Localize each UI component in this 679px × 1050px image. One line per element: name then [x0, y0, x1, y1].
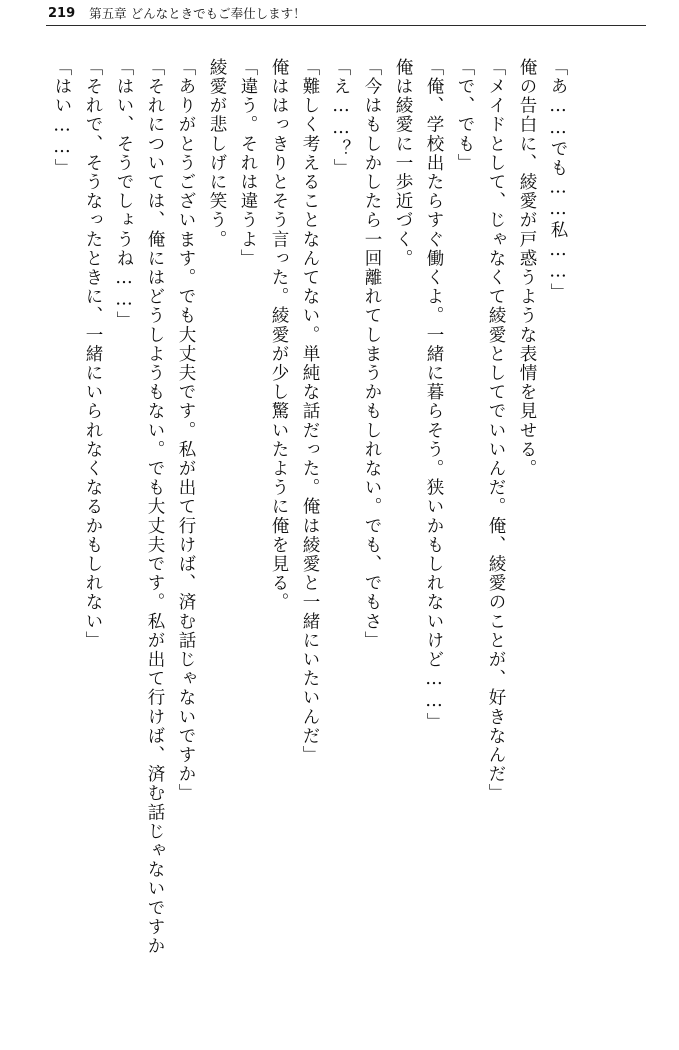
- running-header: [0, 0, 679, 26]
- text-column: 俺ははっきりとそう言った。綾愛が少し驚いたように俺を見る。: [269, 58, 289, 612]
- text-column: 「え……？」: [331, 58, 351, 178]
- text-column: 「はい、そうでしょうね……」: [114, 58, 134, 331]
- text-column: 「難しく考えることなんてない。単純な話だった。俺は綾愛と一緒にいたいんだ」: [300, 58, 320, 765]
- header-divider: [46, 25, 646, 26]
- text-column: 「で、でも」: [455, 58, 475, 173]
- text-column: 「あ……でも……私……」: [548, 58, 568, 303]
- vertical-text-body: [39, 44, 639, 1024]
- text-column: 綾愛が悲しげに笑う。: [207, 58, 227, 249]
- text-column: 「ありがとうございます。でも大丈夫です。私が出て行けば、済む話じゃないですか」: [176, 58, 196, 803]
- text-column: 「それについては、俺にはどうしようもない。でも大丈夫です。私が出て行けば、済む話じゃないですか: [145, 58, 165, 956]
- text-column: 「メイドとして、じゃなくて綾愛としてでいいんだ。俺、綾愛のことが、好きなんだ」: [486, 58, 506, 803]
- text-column: 「違う。それは違うよ」: [238, 58, 258, 269]
- text-column: 俺は綾愛に一歩近づく。: [393, 58, 413, 269]
- page-number: 219: [48, 5, 76, 21]
- text-column: 「今はもしかしたら一回離れてしまうかもしれない。でも、でもさ」: [362, 58, 382, 651]
- chapter-title: 第五章 どんなときでもご奉仕します！: [89, 6, 306, 21]
- text-column: 「それで、そうなったときに、一緒にいられなくなるかもしれない」: [83, 58, 103, 651]
- text-column: 「はい……」: [52, 58, 72, 178]
- text-column: 俺の告白に、綾愛が戸惑うような表情を見せる。: [517, 58, 537, 479]
- text-column: 「俺、学校出たらすぐ働くよ。一緒に暮らそう。狭いかもしれないけど……」: [424, 58, 444, 732]
